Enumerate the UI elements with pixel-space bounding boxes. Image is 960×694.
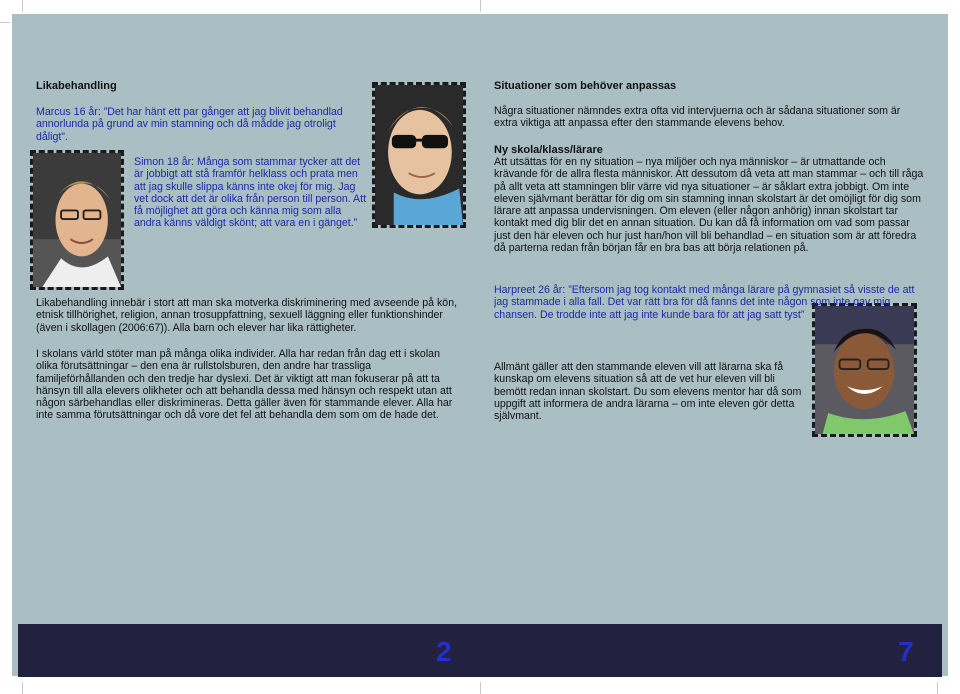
left-paragraph-1: Likabehandling innebär i stort att man ska motverka diskriminering med avseende på kön, etnisk tillhörighet, religion, annan trosuppfattning, sexuell läggning eller funktionshinder (även i skollagen (2006:67)). Alla barn och elever har lika rättigheter.: [36, 297, 458, 334]
right-intro: Några situationer nämndes extra ofta vid intervjuerna och är sådana situationer som är extra viktiga att anpassa efter den stammande elevens behov.: [494, 105, 901, 130]
portrait-image: [375, 85, 463, 225]
left-paragraph-2: I skolans värld stöter man på många olika individer. Alla har redan från dag ett i skolan olika förutsättningar – den ena är rullstolsburen, den andre har trassliga familjeförhållanden och den tredje har dyslexi. Det är viktigt att man fokuserar på att ta hänsyn till alla elevers olikheter och att behandla dessa med hänsyn och respekt utan att någon särbehandlas eller diskrimineras. Detta gäller även för stammande elever. Alla har inte samma förutsättningar och då vore det fel att behandla dem som om de hade det.: [36, 348, 453, 422]
quote-harpreet: Harpreet 26 år: ”Eftersom jag tog kontakt med många lärare på gymnasiet så visste de att jag stammade i alla fall. Det var rätt bra för då fanns det inte någon som inte gav mig chansen. De trodde inte att jag inte kunde bara för att jag satt tyst”: [494, 284, 915, 321]
page-number-left: 2: [436, 636, 452, 667]
crop-mark: [480, 0, 481, 12]
crop-mark: [22, 682, 23, 694]
left-heading: Likabehandling: [36, 80, 117, 92]
quote-simon: Simon 18 år: Många som stammar tycker att det är jobbigt att stå framför helklass och prata men att jag skulle slippa känns inte okej för mig. Jag vet dock att det är olika från person till person. Att få möjlighet att göra och känna mig som alla andra känns väldigt skönt; att vara en i gänget.”: [134, 156, 367, 230]
portrait-image: [33, 153, 121, 287]
page-number-right: 7: [898, 636, 914, 667]
quote-marcus: Marcus 16 år: ”Det har hänt ett par gånger att jag blivit behandlad annorlunda på grund av min stamning och då mådde jag otroligt dåligt”.: [36, 106, 343, 143]
right-heading: Situationer som behöver anpassas: [494, 80, 677, 92]
right-subheading: Ny skola/klass/lärare: [494, 144, 603, 156]
right-paragraph-1: Att utsättas för en ny situation – nya miljöer och nya människor – är utmattande och krävande för de allra flesta människor. Att dessutom då veta att man stammar – och till råga på allt veta att stamningen blir värre vid nya situationer – är såklart extra jobbigt. Om inte eleven självmant berättar för dig om sin stamning innan skolstart är det omöjligt för dig som lärare att anpassa undervisningen. Om eleven (eller någon anhörig) innan skolstart tar kontakt med dig blir det en annan situation. Du kan då få information om vad som passar just den här eleven och hur just han/hon vill bli behandlad – en situation som är att föredra då parterna redan från början får en bra bas att börja relationen på.: [494, 156, 924, 255]
right-paragraph-2: Allmänt gäller att den stammande eleven vill att lärarna ska få kunskap om elevens situation så att de vet hur eleven vill bli bemött redan innan skolstart. Du som elevens mentor har då som uppgift att informera de andra lärarna – om inte eleven gör detta självmant.: [494, 361, 802, 423]
right-footer-band: [480, 624, 942, 677]
photo-marcus: [30, 150, 124, 290]
crop-mark: [0, 22, 10, 23]
crop-mark: [480, 682, 481, 694]
left-footer-band: [18, 624, 480, 677]
photo-simon: [372, 82, 466, 228]
crop-mark: [937, 682, 938, 694]
crop-mark: [22, 0, 23, 12]
